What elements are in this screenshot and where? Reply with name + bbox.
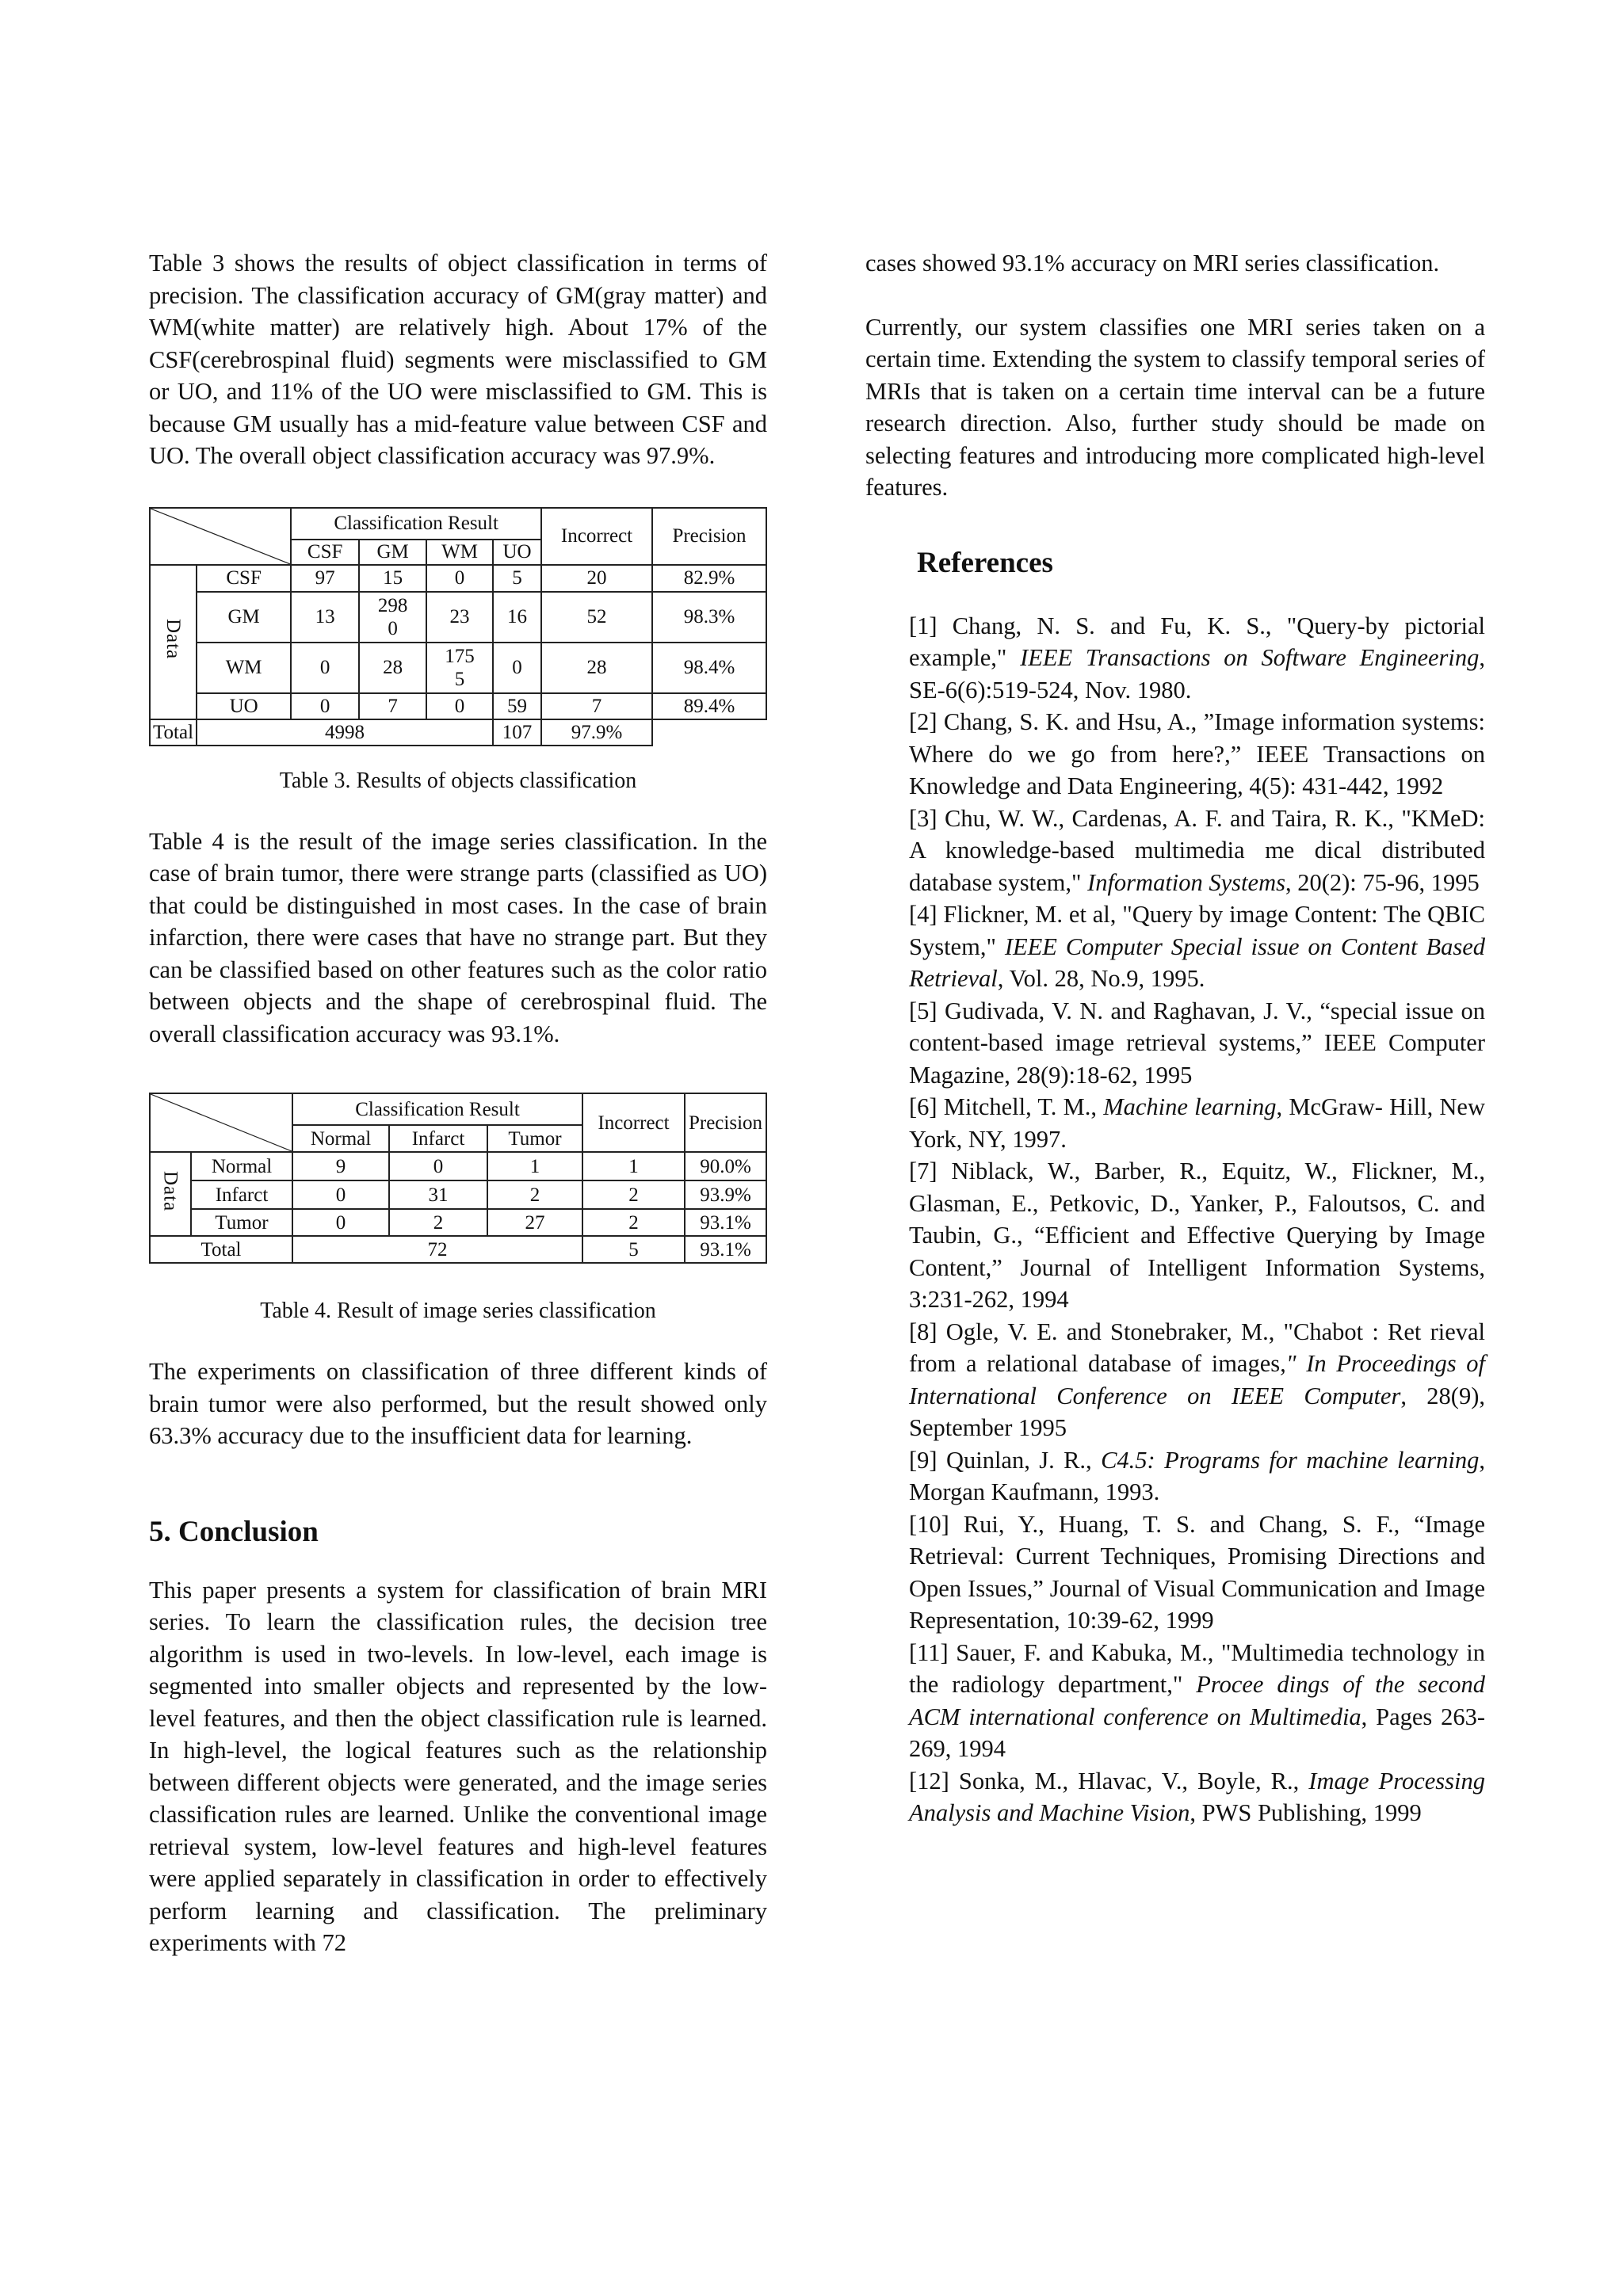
table3-row-label: CSF [197, 565, 291, 592]
table-cell: 1 [582, 1152, 685, 1180]
table-cell: 16 [493, 592, 541, 643]
table-cell: 7 [359, 693, 426, 719]
table4-incorrect-header: Incorrect [582, 1093, 685, 1152]
reference-item: [9] Quinlan, J. R., C4.5: Programs for machine learning, Morgan Kaufmann, 1993. [909, 1446, 1485, 1505]
table-row [150, 1180, 766, 1209]
reference-item: [6] Mitchell, T. M., Machine learning, McGraw- Hill, New York, NY, 1997. [909, 1093, 1485, 1153]
table-cell: 2 [487, 1180, 582, 1209]
table-cell: 0 [292, 1209, 389, 1236]
table-row [150, 643, 766, 693]
table3-col-header: UO [493, 540, 541, 565]
table3-corner [150, 508, 291, 565]
table-cell: 31 [389, 1180, 487, 1209]
reference-item: [2] Chang, S. K. and Hsu, A., ”Image information systems: Where do we go from here?,” IEEE Transactions on Knowledge and Data Engineering, 4(5): 431-442, 1992 [909, 708, 1485, 799]
paragraph-future-work: Currently, our system classifies one MRI series taken on a certain time. Extending the system to classify temporal series of MRIs that is taken on a certain time interval can be a future research direction. Also, further study should be made on selecting features and introducing more complicated high-level features. [865, 313, 1485, 501]
table-cell: 52 [541, 592, 652, 643]
reference-item: [12] Sonka, M., Hlavac, V., Boyle, R., Image Processing Analysis and Machine Vision, PWS Publishing, 1999 [909, 1767, 1485, 1826]
table-cell: 2 [582, 1209, 685, 1236]
table3-col-header: GM [359, 540, 426, 565]
reference-item: [7] Niblack, W., Barber, R., Equitz, W., Flickner, M., Glasman, E., Petkovic, D., Yanker, P., Faloutsos, C. and Taubin, G., “Efficient and Effective Querying by Image Content,” Journal of Intelligent Information Systems, 3:231-262, 1994 [909, 1158, 1485, 1313]
table-row [150, 693, 766, 719]
table3-row-label: WM [197, 643, 291, 693]
table4-total-label: Total [150, 1236, 292, 1263]
table-cell: 0 [493, 643, 541, 693]
paragraph-continued: cases showed 93.1% accuracy on MRI series classification. [865, 250, 1440, 277]
table-cell: 4998 [197, 719, 493, 746]
table3-incorrect-header: Incorrect [541, 508, 652, 565]
table3-caption: Table 3. Results of objects classification [279, 768, 637, 793]
table4-col-header: Normal [292, 1125, 389, 1152]
table3-precision-header: Precision [652, 508, 766, 565]
section-heading-conclusion: 5. Conclusion [149, 1515, 319, 1548]
reference-item: [11] Sauer, F. and Kabuka, M., "Multimedia technology in the radiology department," Procee dings of the second ACM international conference on Multimedia, Pages 263-269, 1994 [909, 1638, 1485, 1762]
table-cell: 0 [292, 1180, 389, 1209]
reference-item: [3] Chu, W. W., Cardenas, A. F. and Taira, R. K., "KMeD: A knowledge-based multimedia me dical distributed database system," Information Systems, 20(2): 75-96, 1995 [909, 804, 1485, 896]
table4-row-label: Tumor [191, 1209, 292, 1236]
table4-data-label: Data [150, 1152, 191, 1236]
reference-list [865, 610, 1485, 1829]
table3-header: Classification Result [291, 508, 541, 540]
right-column [865, 247, 1485, 1829]
table-cell: 89.4% [652, 693, 766, 719]
table-cell: 97.9% [541, 719, 652, 746]
table-cell: 0 [426, 565, 493, 592]
table-cell: 59 [493, 693, 541, 719]
table-cell: 9 [292, 1152, 389, 1180]
table3-data-label: Data [150, 565, 197, 719]
table-cell: 0 [291, 643, 359, 693]
table-row [150, 719, 766, 746]
paragraph-table4-intro: Table 4 is the result of the image series classification. In the case of brain tumor, there were strange parts (classified as UO) that could be distinguished in most cases. In the case of brain infarction, there were cases that have no strange part. But they can be classified based on other features such as the color ratio between objects and the shape of cerebrospinal fluid. The overall classification accuracy was 93.1%. [149, 827, 767, 1047]
table3-col-header: CSF [291, 540, 359, 565]
table-cell: 5 [582, 1236, 685, 1263]
table-row [150, 1152, 766, 1180]
table-cell: 7 [541, 693, 652, 719]
table-row [150, 565, 766, 592]
table4-caption: Table 4. Result of image series classification [260, 1299, 656, 1323]
table-cell: 27 [487, 1209, 582, 1236]
table4-corner [150, 1093, 292, 1152]
table-cell: 82.9% [652, 565, 766, 592]
paragraph-conclusion: This paper presents a system for classification of brain MRI series. To learn the classification rules, the decision tree algorithm is used in two-levels. In low-level, each image is segmented into smaller objects and represented by the low-level features, and then the object classification rule is learned. In high-level, the logical features such as the relationship between different objects were generated, and the image series classification rules are learned. Unlike the conventional image retrieval system, low-level features and high-level features were applied separately in classification in order to effectively perform learning and classification. The preliminary experiments with 72 [149, 1576, 767, 1956]
reference-item: [5] Gudivada, V. N. and Raghavan, J. V., “special issue on content-based image retrieval systems,” IEEE Computer Magazine, 28(9):18-62, 1995 [909, 997, 1485, 1089]
table-cell: 93.1% [685, 1236, 766, 1263]
table-cell: 93.1% [685, 1209, 766, 1236]
table-cell: 175 5 [426, 643, 493, 693]
paragraph-table3-intro: Table 3 shows the results of object classification in terms of precision. The classification accuracy of GM(gray matter) and WM(white matter) are relatively high. About 17% of the CSF(cerebrospinal fluid) segments were misclassified to GM or UO, and 11% of the UO were misclassified to GM. This is because GM usually has a mid-feature value between CSF and UO. The overall object classification accuracy was 97.9%. [149, 250, 767, 469]
table-cell: 28 [541, 643, 652, 693]
reference-item: [4] Flickner, M. et al, "Query by image Content: The QBIC System," IEEE Computer Special issue on Content Based Retrieval, Vol. 28, No.9, 1995. [909, 901, 1485, 992]
reference-item: [1] Chang, N. S. and Fu, K. S., "Query-by pictorial example," IEEE Transactions on Software Engineering, SE-6(6):519-524, Nov. 1980. [909, 612, 1486, 704]
table-cell: 0 [291, 693, 359, 719]
table4-col-header: Tumor [487, 1125, 582, 1152]
table4-precision-header: Precision [685, 1093, 766, 1152]
table-cell: 90.0% [685, 1152, 766, 1180]
table-cell: 28 [359, 643, 426, 693]
table-cell: 2 [389, 1209, 487, 1236]
table-4 [149, 1093, 767, 1264]
table-cell: 98.4% [652, 643, 766, 693]
table-cell: 0 [389, 1152, 487, 1180]
table3-row-label: UO [197, 693, 291, 719]
table-cell: 0 [426, 693, 493, 719]
table-cell: 93.9% [685, 1180, 766, 1209]
table-cell: 2 [582, 1180, 685, 1209]
table-row [150, 592, 766, 643]
table-row [150, 1236, 766, 1263]
table-cell: 13 [291, 592, 359, 643]
table-row [150, 1209, 766, 1236]
table-cell: 107 [493, 719, 541, 746]
table-cell: 97 [291, 565, 359, 592]
table-cell: 98.3% [652, 592, 766, 643]
table-3 [149, 507, 767, 746]
left-column [149, 247, 767, 1959]
table4-row-label: Normal [191, 1152, 292, 1180]
paragraph-tumor-experiment: The experiments on classification of three different kinds of brain tumor were also performed, but the result showed only 63.3% accuracy due to the insufficient data for learning. [149, 1358, 767, 1449]
reference-item: [8] Ogle, V. E. and Stonebraker, M., "Chabot : Ret rieval from a relational database of images," In Proceedings of International Conference on IEEE Computer, 28(9), September 1995 [909, 1318, 1486, 1441]
reference-item: [10] Rui, Y., Huang, T. S. and Chang, S. F., “Image Retrieval: Current Techniques, Promising Directions and Open Issues,” Journal of Visual Communication and Image Representation, 10:39-62, 1999 [909, 1510, 1485, 1634]
table4-header: Classification Result [292, 1093, 582, 1125]
section-heading-references: References [917, 546, 1053, 579]
table-cell: 72 [292, 1236, 582, 1263]
table-cell: 298 0 [359, 592, 426, 643]
table4-col-header: Infarct [389, 1125, 487, 1152]
table-cell: 20 [541, 565, 652, 592]
table-cell: 23 [426, 592, 493, 643]
table-cell: 15 [359, 565, 426, 592]
table3-col-header: WM [426, 540, 493, 565]
table3-row-label: GM [197, 592, 291, 643]
table-cell: 1 [487, 1152, 582, 1180]
table-cell: 5 [493, 565, 541, 592]
table4-row-label: Infarct [191, 1180, 292, 1209]
table3-total-label: Total [150, 719, 197, 746]
